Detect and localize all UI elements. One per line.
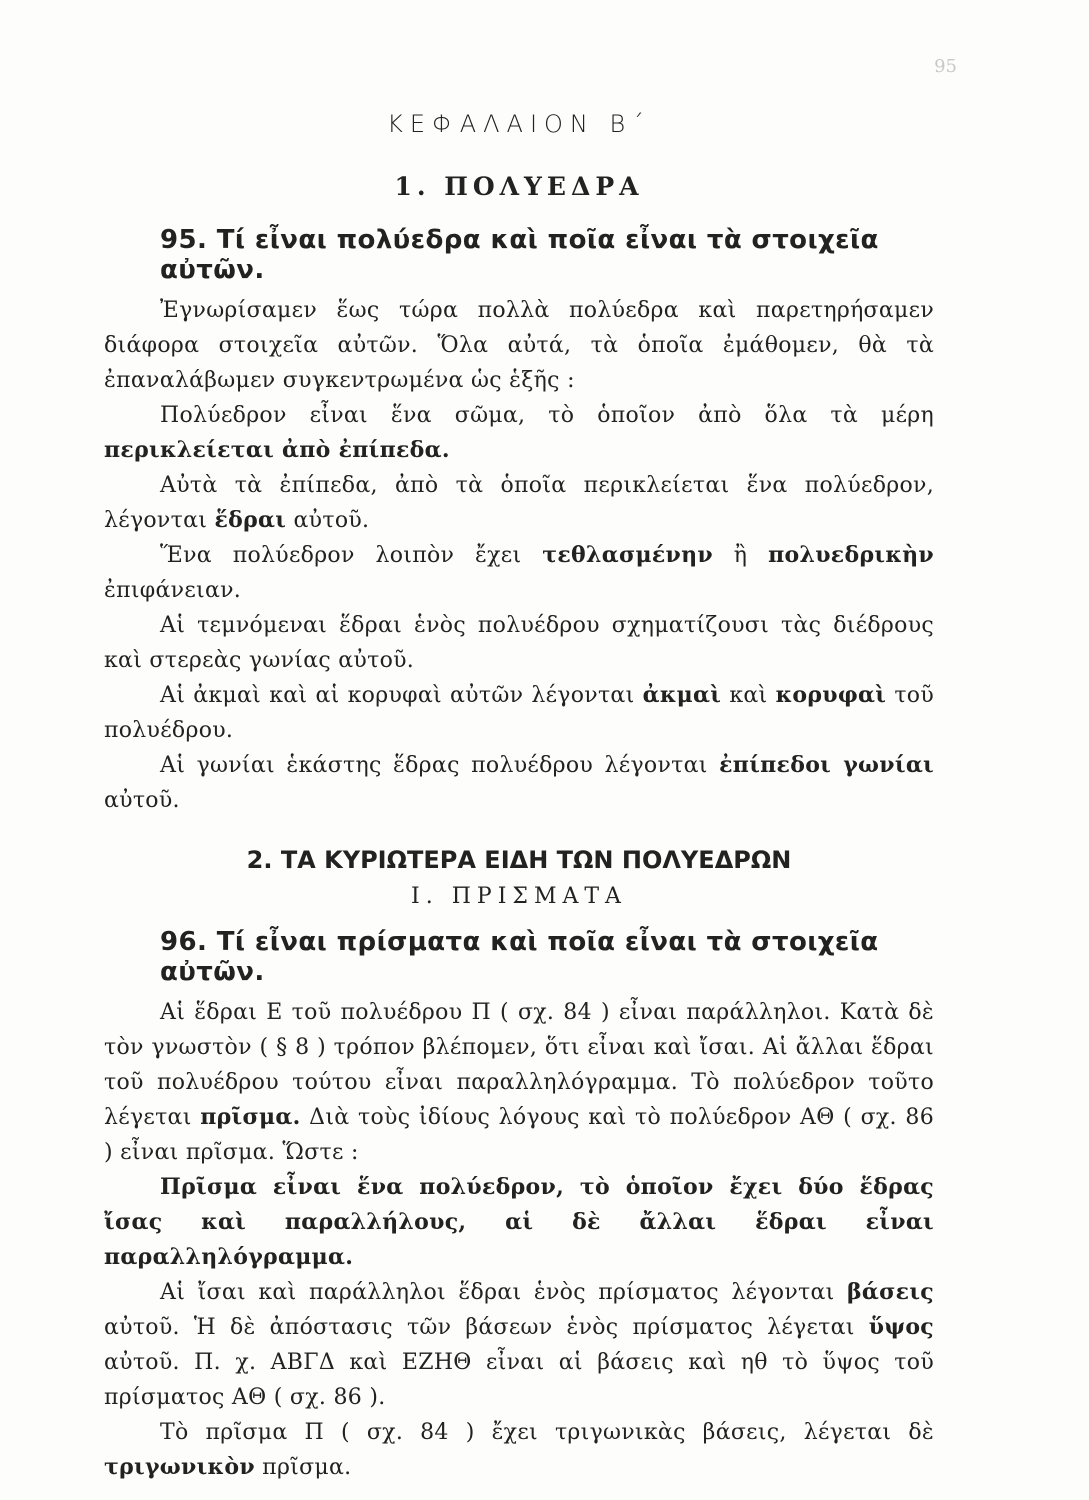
paragraph: Αὐτὰ τὰ ἐπίπεδα, ἀπὸ τὰ ὁποῖα περικλείεται ἕνα πολύεδρον, λέγονται ἕδραι αὐτοῦ. — [104, 473, 934, 533]
page-number: 95 — [934, 56, 957, 77]
paragraph: Ἐγνωρίσαμεν ἕως τώρα πολλὰ πολύεδρα καὶ παρετηρήσαμεν διάφορα στοιχεῖα αὐτῶν. Ὅλα αὐτά, τὰ ὁποῖα ἐμάθομεν, θὰ τὰ ἐπαναλάβωμεν συγκεντρωμένα ὡς ἑξῆς : — [104, 298, 934, 393]
paragraph: Ἕνα πολύεδρον λοιπὸν ἔχει τεθλασμένην ἢ πολυεδρικὴν ἐπιφάνειαν. — [104, 542, 934, 603]
paragraph: Αἱ γωνίαι ἑκάστης ἕδρας πολυέδρου λέγονται ἐπίπεδοι γωνίαι αὐτοῦ. — [104, 752, 934, 813]
paragraph: Αἱ τεμνόμεναι ἕδραι ἑνὸς πολυέδρου σχηματίζουσι τὰς διέδρους καὶ στερεὰς γωνίας αὐτοῦ. — [104, 613, 934, 673]
paragraph: Αἱ ἀκμαὶ καὶ αἱ κορυφαὶ αὐτῶν λέγονται ἀκμαὶ καὶ κορυφαὶ τοῦ πολυέδρου. — [104, 682, 935, 743]
question-96: 96. Τί εἶναι πρίσματα καὶ ποῖα εἶναι τὰ στοιχεῖα αὐτῶν. — [160, 927, 879, 987]
question-95: 95. Τί εἶναι πολύεδρα καὶ ποῖα εἶναι τὰ στοιχεῖα αὐτῶν. — [160, 225, 879, 285]
section-heading-polyhedra: 1. ΠΟΛΥΕΔΡΑ — [394, 172, 644, 201]
page-body — [104, 96, 934, 1485]
paragraph: Αἱ ἕδραι Ε τοῦ πολυέδρου Π ( σχ. 84 ) εἶναι παράλληλοι. Κατὰ δὲ τὸν γνωστὸν ( § 8 ) τρόπον βλέπομεν, ὅτι εἶναι καὶ ἴσαι. Αἱ ἄλλαι ἕδραι τοῦ πολυέδρου τούτου εἶναι παραλληλόγραμμα. Τὸ πολύεδρον τοῦτο λέγεται πρῖσμα. Διὰ τοὺς ἰδίους λόγους καὶ τὸ πολύεδρον ΑΘ ( σχ. 86 ) εἶναι πρῖσμα. Ὥστε : — [104, 1000, 934, 1165]
chapter-title: ΚΕΦΑΛΑΙΟΝ Β΄ — [387, 110, 651, 138]
paragraph: Αἱ ἴσαι καὶ παράλληλοι ἕδραι ἑνὸς πρίσματος λέγονται βάσεις αὐτοῦ. Ἡ δὲ ἀπόστασις τῶν βάσεων ἑνὸς πρίσματος λέγεται ὕψος αὐτοῦ. Π. χ. ΑΒΓΔ καὶ ΕΖΗΘ εἶναι αἱ βάσεις καὶ ηθ τὸ ὕψος τοῦ πρίσματος ΑΘ ( σχ. 86 ). — [104, 1279, 934, 1410]
paragraph: Τὸ πρῖσμα Π ( σχ. 84 ) ἔχει τριγωνικὰς βάσεις, λέγεται δὲ τριγωνικὸν πρῖσμα. — [104, 1420, 934, 1480]
definition-prism: Πρῖσμα εἶναι ἕνα πολύεδρον, τὸ ὁποῖον ἔχει δύο ἕδρας ἴσας καὶ παραλλήλους, αἱ δὲ ἄλλαι ἕδραι εἶναι παραλληλόγραμμα. — [104, 1174, 934, 1270]
paragraph: Πολύεδρον εἶναι ἕνα σῶμα, τὸ ὁποῖον ἀπὸ ὅλα τὰ μέρη περικλείεται ἀπὸ ἐπίπεδα. — [104, 403, 934, 463]
section-heading-kinds: 2. ΤΑ ΚΥΡΙΩΤΕΡΑ ΕΙΔΗ ΤΩΝ ΠΟΛΥΕΔΡΩΝ — [246, 846, 792, 874]
subsection-heading-prisms: Ι. ΠΡΙΣΜΑΤΑ — [411, 884, 627, 909]
